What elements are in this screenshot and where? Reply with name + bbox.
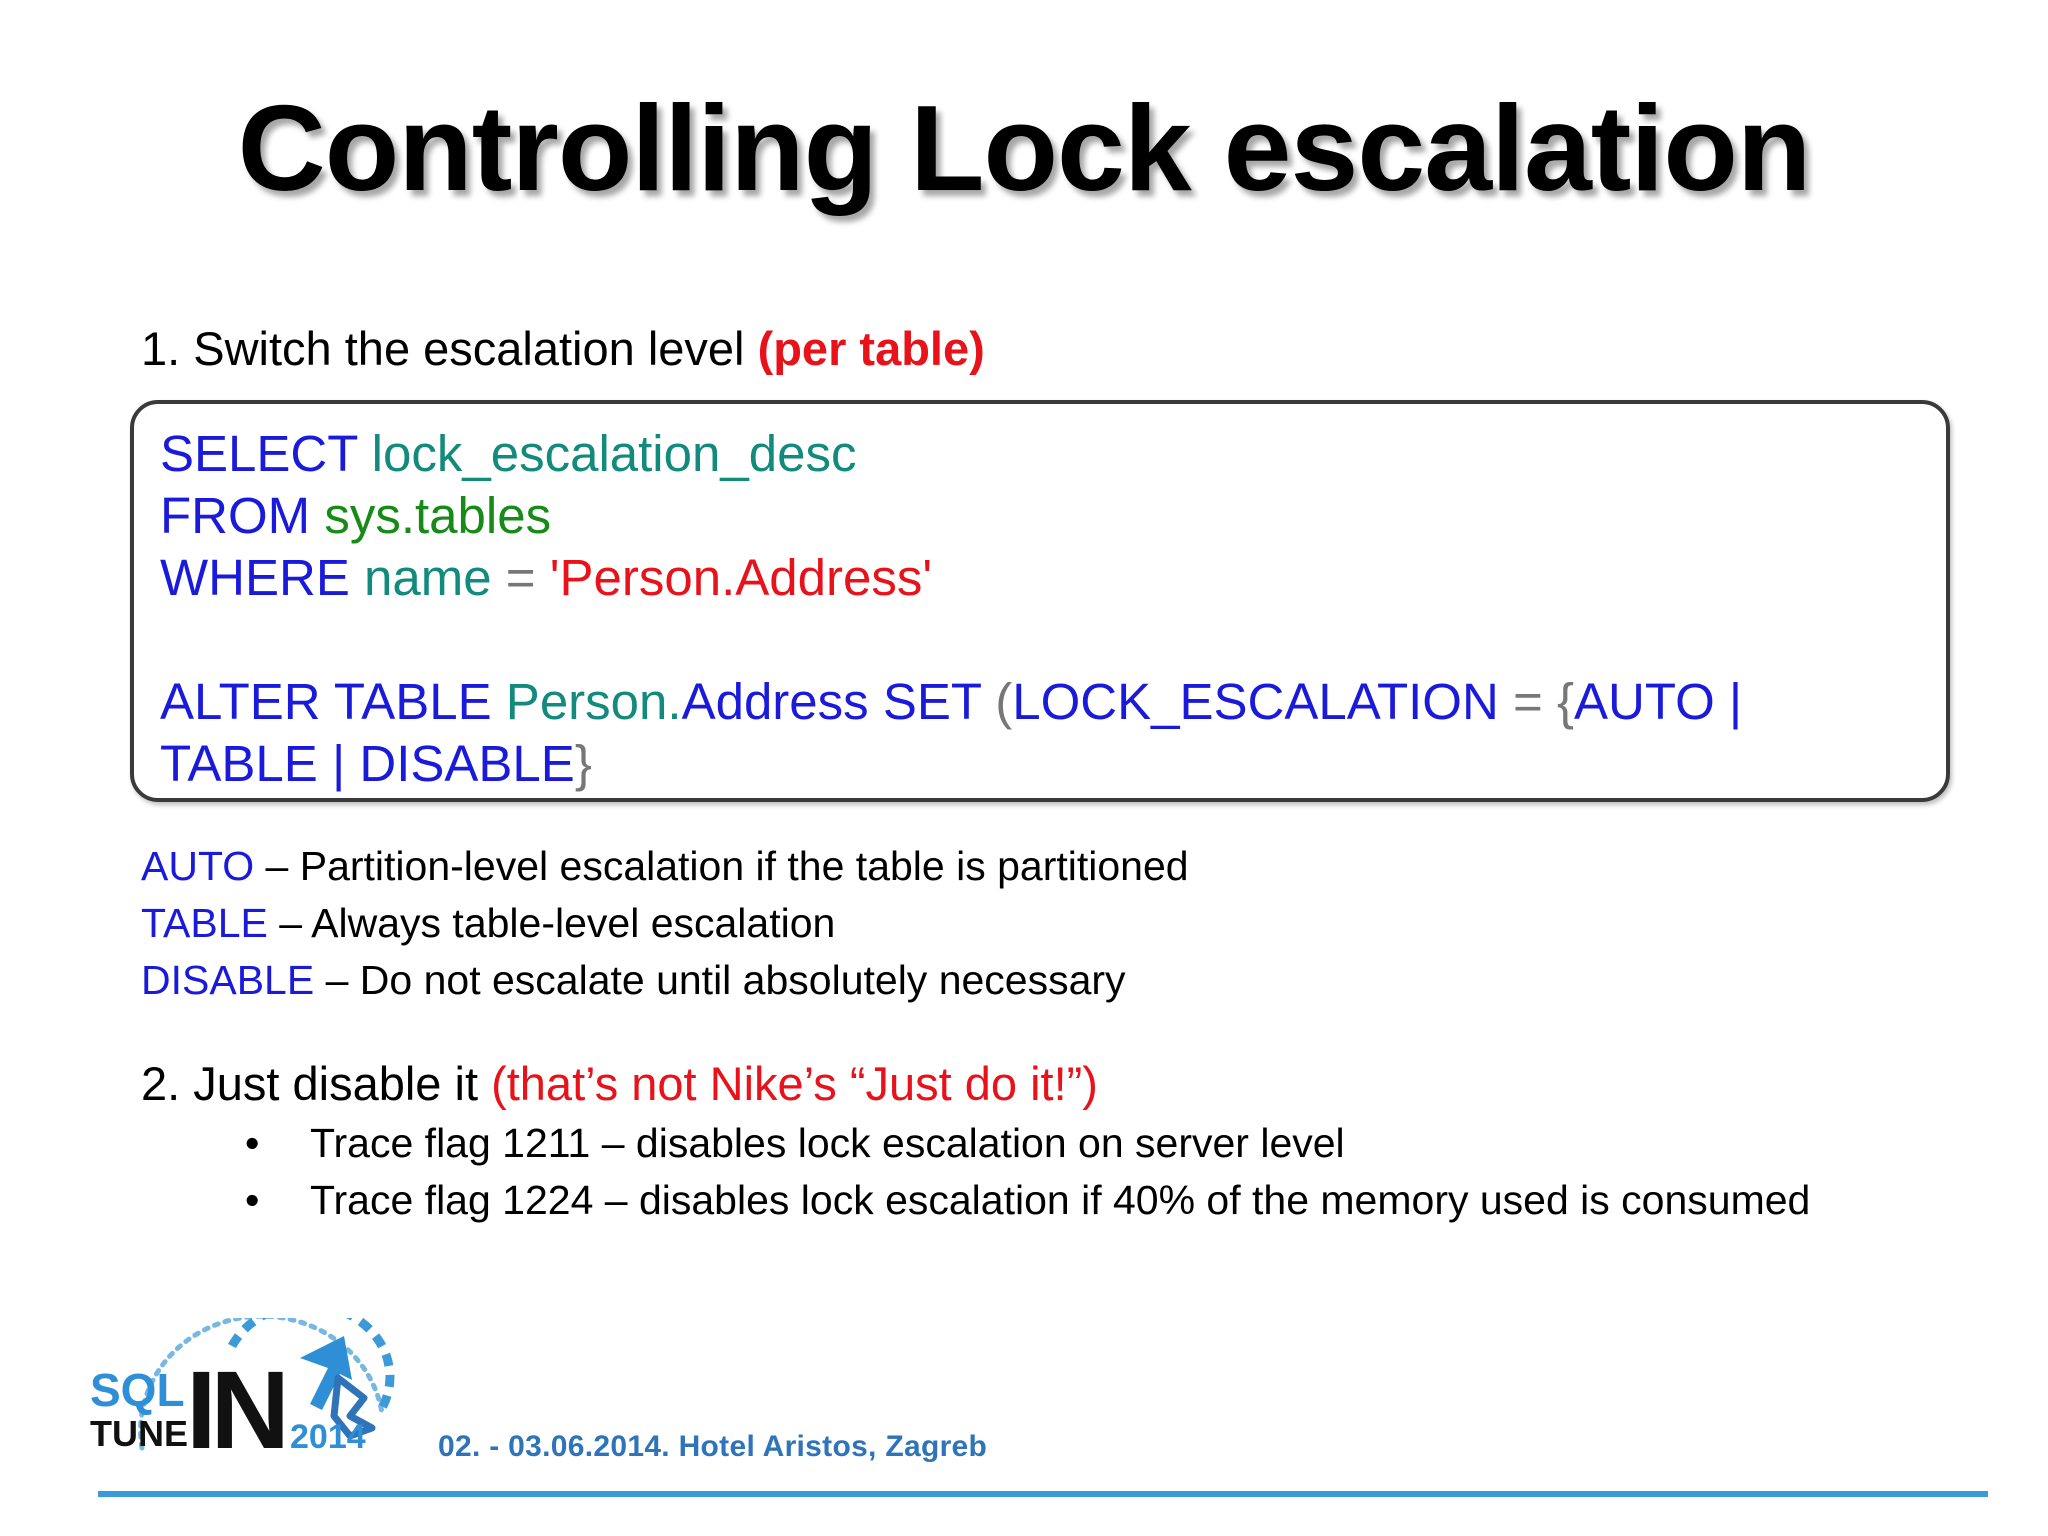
bullet-text: Trace flag 1211 – disables lock escalation on server level [310,1120,1345,1166]
definition-desc: – Do not escalate until absolutely necessary [314,957,1126,1003]
code-operator: ( [995,673,1013,730]
code-line-blank [160,609,1742,671]
code-operator: = [505,549,536,606]
logo-sql-text: SQL [90,1364,185,1416]
point-2-text: 2. Just disable it [141,1057,492,1110]
code-system-object: sys.tables [324,487,552,544]
code-option: AUTO | [1573,673,1743,730]
logo-year-text: 2014 [290,1418,366,1456]
definition-desc: – Always table-level escalation [267,900,836,946]
logo-tune-text: TUNE [90,1413,188,1454]
definitions-list [141,838,1189,1009]
code-operator: } [574,735,592,792]
definition-item [141,895,1189,952]
code-block [160,423,1742,795]
bullet-glyph: • [245,1120,260,1166]
definition-item [141,838,1189,895]
code-line-alter [160,671,1742,733]
footer-divider [98,1491,1988,1497]
logo-in-text: IN [186,1349,284,1468]
logo-arrow-icon [300,1336,352,1410]
code-line-select [160,423,1742,485]
code-keyword: FROM [160,487,311,544]
bullet-text: Trace flag 1224 – disables lock escalation if 40% of the memory used is consumed [310,1177,1811,1223]
point-1 [141,322,985,375]
definition-term: TABLE [141,900,268,946]
bullet-item [245,1115,1810,1172]
code-keyword: WHERE [160,549,350,606]
bullet-list [245,1115,1810,1229]
code-string: 'Person.Address' [549,549,933,606]
code-keyword: ALTER TABLE [160,673,492,730]
slide-title: Controlling Lock escalation [237,80,1811,216]
code-line-from [160,485,1742,547]
code-line-options [160,733,1742,795]
code-keyword: SELECT [160,425,358,482]
code-identifier: lock_escalation_desc [371,425,857,482]
definition-item [141,952,1189,1009]
code-operator: { [1556,673,1574,730]
code-keyword: SET [882,673,982,730]
code-option: TABLE | DISABLE [160,735,575,792]
code-keyword: LOCK_ESCALATION [1012,673,1499,730]
definition-term: DISABLE [141,957,315,1003]
code-line-where [160,547,1742,609]
point-2 [141,1057,1098,1110]
definition-desc: – Partition-level escalation if the table is partitioned [254,843,1189,889]
point-1-text: 1. Switch the escalation level [141,322,758,375]
code-identifier: Person. [505,673,682,730]
definition-term: AUTO [141,843,255,889]
code-operator: = [1512,673,1543,730]
sqltunein-logo [82,1318,412,1468]
point-2-highlight: (that’s not Nike’s “Just do it!”) [491,1057,1098,1110]
event-info: 02. - 03.06.2014. Hotel Aristos, Zagreb [438,1430,988,1463]
bullet-item [245,1172,1810,1229]
code-table-name: Address [681,673,869,730]
point-1-highlight: (per table) [757,322,985,375]
bullet-glyph: • [245,1177,260,1223]
code-identifier: name [364,549,492,606]
